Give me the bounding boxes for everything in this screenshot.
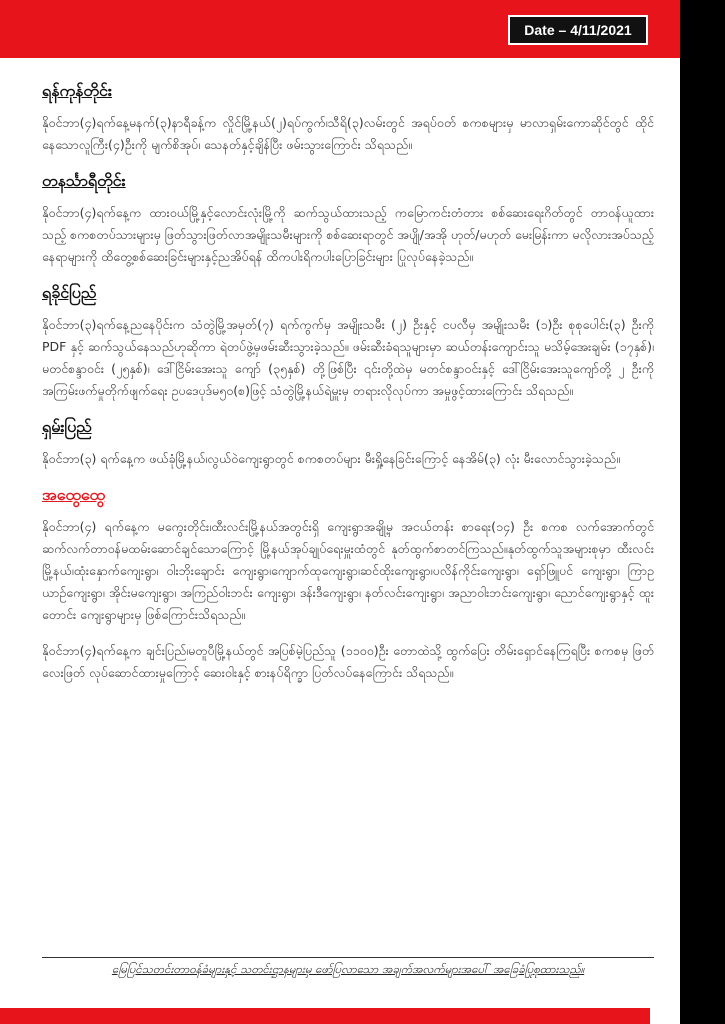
section-paragraph: နိုဝင်ဘာ(၄)ရက်နေ့က ထားဝယ်မြို့နှင့်လောင်းလုံးမြို့ကို ဆက်သွယ်ထားသည့် ကမြောကင်းတံတား စစ်ဆေးရေးဂိတ်တွင် တာဝန်ယူထားသည့် စကစတပ်သားများမှ ဖြတ်သွားဖြတ်လာအမျိုးသမီးများကို စစ်ဆေးရာတွင် အပျို/အအို ဟုတ်/မဟုတ် မေးမြန်းကာ မလိုလားအပ်သည့် နေရာများကို ထိတွေ့စစ်ဆေးခြင်းများနှင့်ညအိပ်ရန် ထိကပါးရိကပါးပြောခြင်းများ ပြုလုပ်နေခဲ့သည်။	[42, 205, 655, 264]
date-badge: Date – 4/11/2021	[508, 15, 648, 45]
section-paragraph: နိုဝင်ဘာ(၃)ရက်နေ့ညနေပိုင်းက သံတွဲမြို့အမှတ်(၇) ရက်ကွက်မှ အမျိုးသမီး (၂) ဦးနှင့် ငပလီမှ အမျိုးသမီး (၁)ဦး စုစုပေါင်း(၃) ဦးကို PDF နှင့် ဆက်သွယ်နေသည်ဟုဆိုကာ ရဲတပ်ဖွဲ့မှဖမ်းဆီးသွားခဲ့သည်။ ဖမ်းဆီးခံရသူများမှာ ဆယ်တန်းကျောင်းသူ မသိမ့်အေးချမ်း (၁၇နှစ်)၊ မတင်စန္ဒာဝင်း (၂၅နှစ်)၊ ဒေါ်ငြိမ်းအေးသူ ကျော် (၃၅နှစ်) တို့ဖြစ်ပြီး ၎င်းတို့ထဲမှ မတင်စန္ဒာဝင်းနှင့် ဒေါ်ငြိမ်းအေးသူကျော်တို့ ၂ ဦးကို အကြမ်းဖက်မှုတိုက်ဖျက်ရေး ဥပဒေပုဒ်မ၅၀(စ)ဖြင့် သံတွဲမြို့နယ်ရဲမှူးမှ တရားလိုလုပ်ကာ အမှုဖွင့်ထားကြောင်း သိရသည်။	[42, 317, 654, 398]
section-title: ရခိုင်ပြည်	[42, 283, 97, 302]
section-paragraph: နိုဝင်ဘာ(၄) ရက်နေ့က မကွေးတိုင်း၊ထီးလင်းမြို့နယ်အတွင်းရှိ ကျေးရွာအချို့မှ အငယ်တန်း စာရေး(၁၄) ဦး စကစ လက်အောက်တွင် ဆက်လက်တာဝန်မထမ်းဆောင်ချင်သောကြောင့် မြို့နယ်အုပ်ချုပ်ရေးမှူးထံတွင် နုတ်ထွက်စာတင်ကြသည်။နုတ်ထွက်သူအများစုမှာ ထီးလင်းမြို့နယ်၊ထုံးနှောက်ကျေးရွာ၊ ဝါးဘိုးချောင်း ကျေးရွာ၊ကျောက်ထုကျေးရွာ၊ဆင်ထိုးကျေးရွာ၊ပလိန်ကိုင်းကျေးရွာ၊ ရှော်ဖြူပင် ကျေးရွာ၊ ကြာဥယာဉ်ကျေးရွာ၊ အိုင်းမကျေးရွာ၊ အကြည်ဝါးဘင်း ကျေးရွာ၊ ဒန်းဒီကျေးရွာ၊ နတ်လင်းကျေးရွာ၊ အညာဝါးဘင်းကျေးရွာ၊ ညောင်ကျေးရွာနှင့် ထူးတောင်း ကျေးရွာများမှ ဖြစ်ကြောင်းသိရသည်။	[42, 519, 654, 622]
section-rakhine	[42, 282, 654, 402]
footer-source-note: မြေပြင်သတင်းတာဝန်ခံများနှင့် သတင်းဌာနများမှ ဖော်ပြလာသော အချက်အလက်များအပေါ် အခြေခံပြုစုထားသည်။	[111, 962, 585, 976]
section-title: ရန်ကုန်တိုင်း	[42, 81, 112, 100]
footer-divider	[42, 957, 654, 958]
section-tanintharyi	[42, 170, 654, 268]
section-shan	[42, 416, 654, 470]
section-general	[42, 484, 654, 684]
report-content	[42, 80, 654, 698]
section-title: တနင်္သာရီတိုင်း	[42, 171, 126, 190]
bottom-red-band	[0, 1008, 650, 1024]
section-yangon	[42, 80, 654, 156]
section-paragraph: နိုဝင်ဘာ(၄)ရက်နေ့မနက်(၃)နာရီခန့်က လှိုင်မြို့နယ်(၂)ရပ်ကွက်၊သီရိ(၃)လမ်းတွင် အရပ်ဝတ် စကစများမှ မာလာရှမ်းကောဆိုင်တွင် ထိုင်နေသောလူကြီး(၄)ဦးကို မျက်စိအုပ်၊ သေနတ်နှင့်ချိန်ပြီး ဖမ်းသွားကြောင်း သိရသည်။	[42, 115, 654, 152]
section-title: ရှမ်းပြည်	[42, 417, 92, 436]
right-black-band	[680, 0, 725, 1024]
section-paragraph: နိုဝင်ဘာ(၃) ရက်နေ့က ဖယ်ခုံမြို့နယ်၊လွယ်ဝဲကျေးရွာတွင် စကစတပ်များ မီးရှို့နေခြင်းကြောင့် နေအိမ်(၃) လုံး မီးလောင်သွားခဲ့သည်။	[42, 451, 620, 466]
section-title: အထွေထွေ	[42, 485, 105, 504]
section-paragraph: နိုဝင်ဘာ(၄)ရက်နေ့က ချင်းပြည်၊မတူပီမြို့နယ်တွင် အပြစ်မဲ့ပြည်သူ (၁၁၀၀)ဦး တောထဲသို့ ထွက်ပြေး တိမ်းရှောင်နေကြရပြီး စကစမှ ဖြတ်လေးဖြတ် လုပ်ဆောင်ထားမှုကြောင့် ဆေးဝါးနှင့် စားနပ်ရိက္ခာ ပြတ်လပ်နေကြောင်း သိရသည်။	[42, 643, 654, 680]
